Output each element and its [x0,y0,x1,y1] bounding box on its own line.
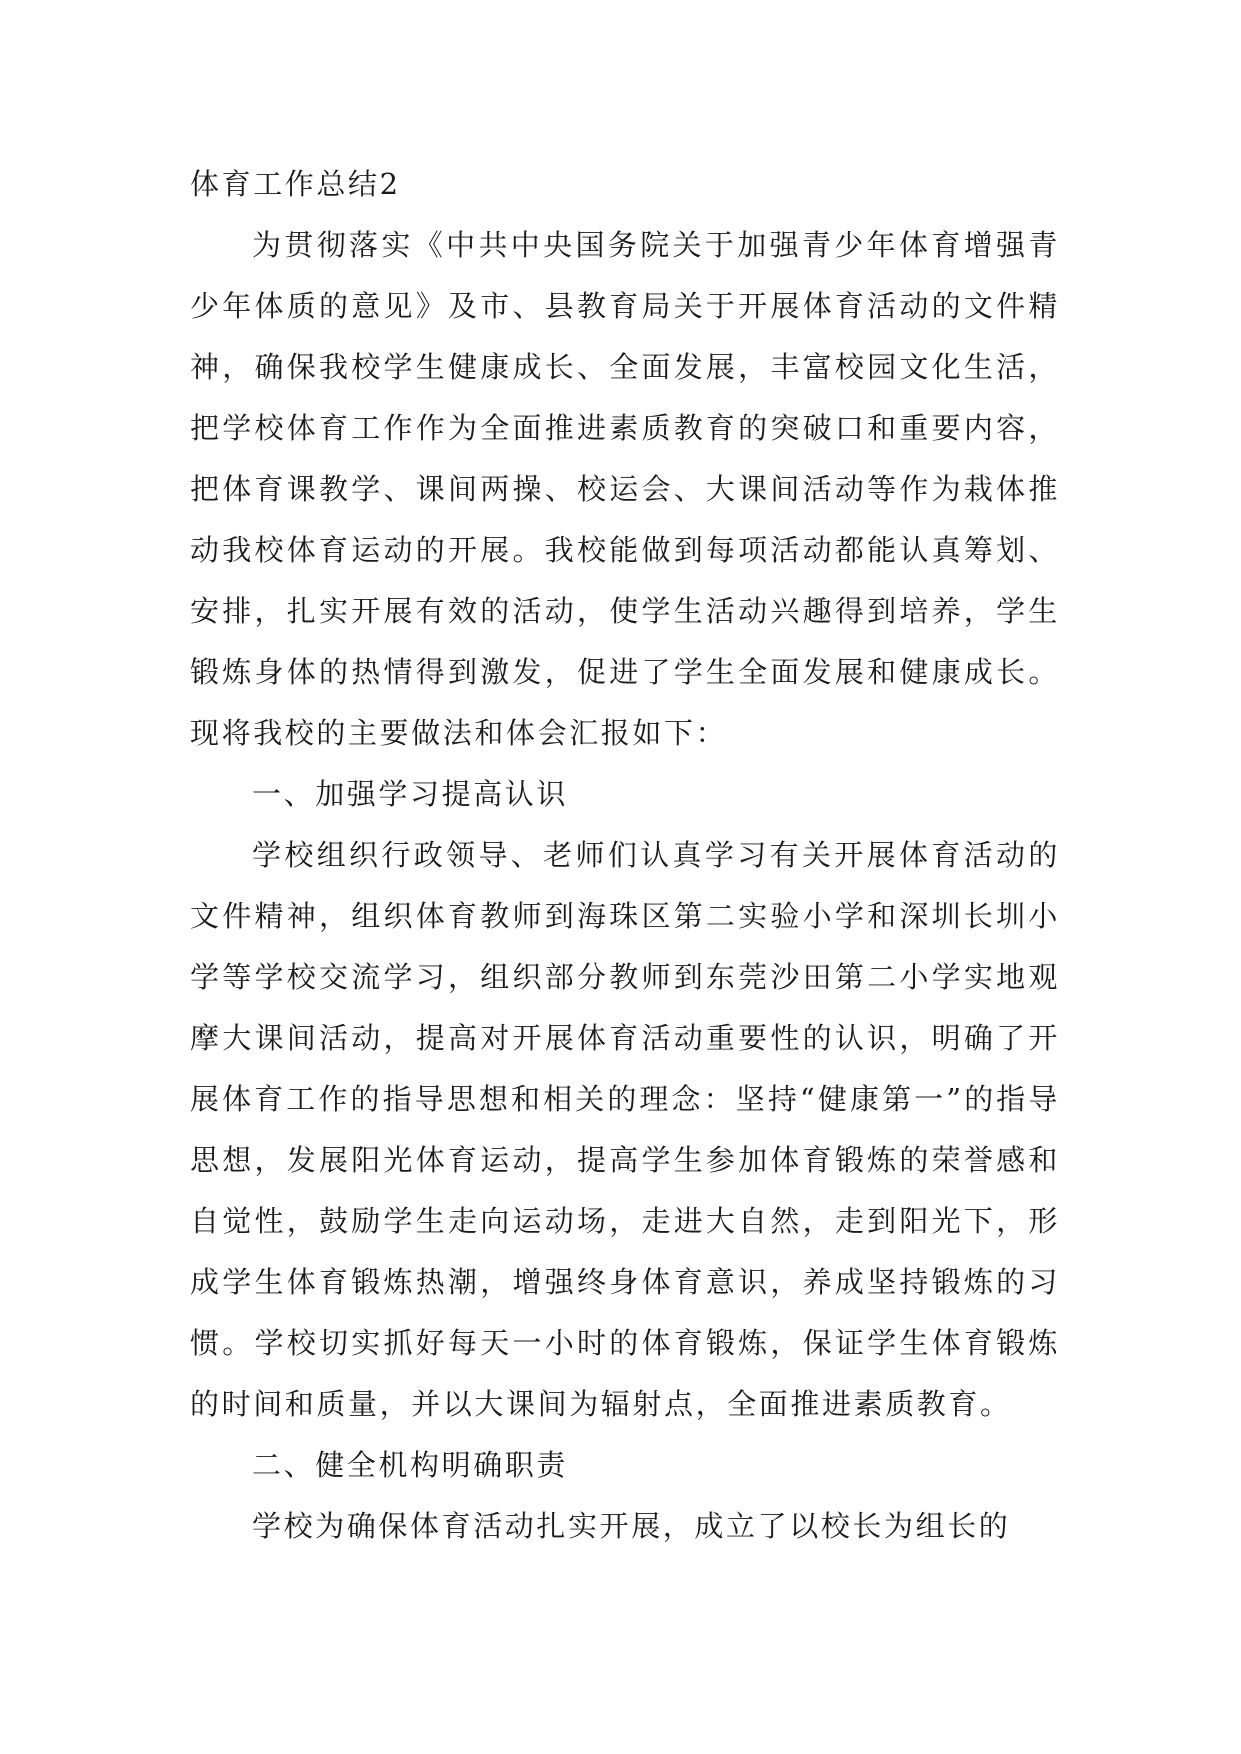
document-title: 体育工作总结2 [190,167,401,201]
section-2-paragraph: 学校为确保体育活动扎实开展，成立了以校长为组长的 [252,1509,1011,1543]
intro-paragraph: 为贯彻落实《中共中央国务院关于加强青少年体育增强青少年体质的意见》及市、县教育局关于开展体育活动的文件精神，确保我校学生健康成长、全面发展，丰富校园文化生活，把学校体育工作作为全面推进素质教育的突破口和重要内容，把体育课教学、课间两操、校运会、大课间活动等作为栽体推动我校体育运动的开展。我校能做到每项活动都能认真筹划、安排，扎实开展有效的活动，使学生活动兴趣得到培养，学生锻炼身体的热情得到激发，促进了学生全面发展和健康成长。现将我校的主要做法和体会汇报如下： [190,228,1060,750]
document-page [190,154,1060,1557]
section-1-paragraph: 学校组织行政领导、老师们认真学习有关开展体育活动的文件精神，组织体育教师到海珠区第二实验小学和深圳长圳小学等学校交流学习，组织部分教师到东莞沙田第二小学实地观摩大课间活动，提高对开展体育活动重要性的认识，明确了开展体育工作的指导思想和相关的理念：坚持“健康第一”的指导思想，发展阳光体育运动，提高学生参加体育锻炼的荣誉感和自觉性，鼓励学生走向运动场，走进大自然，走到阳光下，形成学生体育锻炼热潮，增强终身体育意识，养成坚持锻炼的习惯。学校切实抓好每天一小时的体育锻炼，保证学生体育锻炼的时间和质量，并以大课间为辐射点，全面推进素质教育。 [190,838,1060,1421]
section-heading-2: 二、健全机构明确职责 [252,1448,569,1482]
section-heading-1: 一、加强学习提高认识 [252,777,569,811]
